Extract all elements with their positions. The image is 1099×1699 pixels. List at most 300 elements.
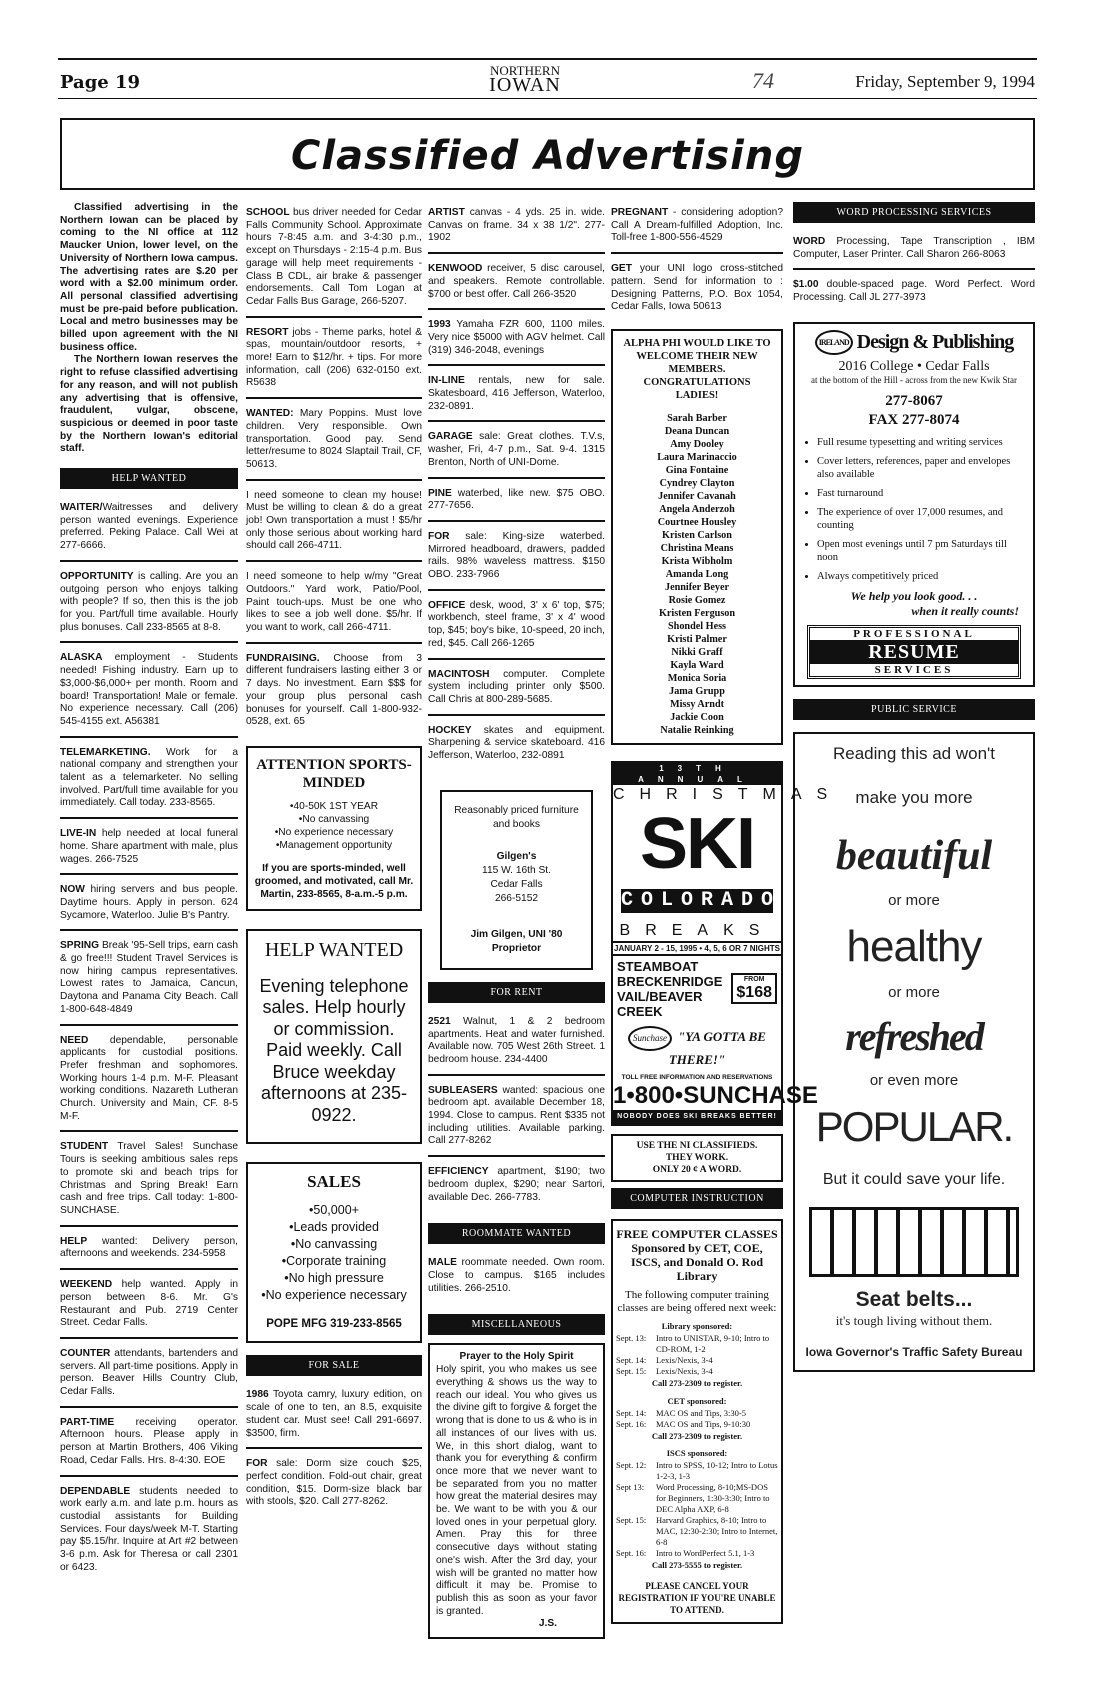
ad-text: help wanted. Apply in person between 8-6. Mr. G's Restaurant and Pub. 2719 Center Street. Cedar Falls. bbox=[60, 1279, 238, 1329]
service-item: • Always competitively priced bbox=[817, 570, 1025, 583]
policy-paragraph: The Northern Iowan reserves the right to refuse classified advertising for any reason, and will not publish any advertising that is offensive, fraudulent, vulgar, obscene, suspicious or deemed in poor taste by the Northern Iowan's editorial staff. bbox=[60, 354, 238, 455]
classified-ad bbox=[246, 322, 422, 400]
dp-address: 2016 College • Cedar Falls bbox=[838, 358, 990, 374]
ad-text: double-spaced page. Word Perfect. Word Processing. Call JL 277-3973 bbox=[793, 279, 1035, 304]
ad-text: roommate needed. Own room. Close to campus. $165 includes utilities. 266-2510. bbox=[428, 1257, 605, 1294]
member-name: Amy Dooley bbox=[670, 438, 724, 450]
ad-line: •No experience necessary bbox=[274, 826, 394, 838]
classified-ad bbox=[611, 258, 783, 321]
classified-ad bbox=[428, 595, 605, 660]
ad-line: •No canvassing bbox=[298, 813, 370, 825]
service-item: • Open most evenings until 7 pm Saturdays till noon bbox=[817, 538, 1025, 564]
member-name: Missy Arndt bbox=[669, 698, 725, 710]
ad-lead: DEPENDABLE bbox=[60, 1485, 131, 1497]
ad-text: Processing, Tape Transcription , IBM Computer, Laser Printer. Call Sharon 266-8063 bbox=[793, 236, 1035, 260]
ad-text: Toyota camry, luxury edition, on scale of one to ten, an 8.5, exquisite student car. Must see! Call 291-6697. $3500, firm. bbox=[246, 1389, 422, 1439]
ad-lead: STUDENT bbox=[60, 1141, 109, 1153]
member-name: Cyndrey Clayton bbox=[659, 477, 735, 489]
member-name: Kristen Carlson bbox=[662, 529, 732, 541]
dp-fax: FAX 277-8074 bbox=[868, 411, 960, 428]
classified-ad bbox=[428, 258, 605, 310]
ad-lead: NOW bbox=[60, 884, 85, 896]
class-row bbox=[616, 1366, 778, 1377]
store-city: Cedar Falls bbox=[490, 878, 543, 890]
ad-text: bus driver needed for Cedar Falls Community School. Approximate hours 7-8:45 a.m. and 3-4:30 p.m., except on Thursdays - 2:15-4 p.m. Bus garage will help meet requirements - Class B CDL, air brake & passenger endorsements. Call Tom Logan at Cedar Falls Bus Garage, 266-5207. bbox=[246, 207, 422, 307]
column-5 bbox=[793, 202, 1035, 1372]
ad-tagline: Reasonably priced furniture and books bbox=[454, 804, 579, 830]
classified-ad bbox=[246, 403, 422, 481]
ad-lead: IN-LINE bbox=[428, 375, 465, 387]
class-date: Sept. 16: bbox=[616, 1548, 647, 1559]
member-name: Deana Duncan bbox=[664, 425, 730, 437]
section-header-roommate-wanted: ROOMMATE WANTED bbox=[428, 1223, 605, 1244]
class-row bbox=[616, 1460, 778, 1482]
ad-text: desk, wood, 3' x 6' top, $75; workbench, steel frame, 3' x 4' wood top, $45; boy's bike, 10-speed, 20 inch, red, $45. Call 266-1265 bbox=[428, 599, 605, 649]
ad-lead: $1.00 bbox=[793, 279, 819, 291]
ski-phone: 1•800•SUNCHASE bbox=[613, 1081, 818, 1109]
class-date: Sept. 14: bbox=[616, 1354, 647, 1365]
promo-line: USE THE NI CLASSIFIEDS. bbox=[636, 1140, 758, 1151]
column-1 bbox=[60, 202, 238, 1585]
sports-minded-ad bbox=[246, 746, 422, 911]
class-row bbox=[616, 1548, 778, 1559]
psa-word-popular: POPULAR. bbox=[815, 1102, 1013, 1150]
ad-title: ATTENTION SPORTS-MINDED bbox=[256, 756, 412, 791]
resort: STEAMBOAT bbox=[617, 958, 699, 974]
ad-line: •No high pressure bbox=[284, 1271, 384, 1286]
classified-ad bbox=[428, 483, 605, 522]
class-row bbox=[616, 1482, 778, 1515]
ad-text: attendants, bartenders and servers. All part-time positions. Apply in person. Beaver Hills Country Club, Cedar Falls. bbox=[60, 1347, 238, 1398]
ad-text: jobs - Theme parks, hotel & spas, mountain/outdoor resorts, + more! Earn to $12/hr. + tips. For more information, call (206) 632-0150 ext. R5638 bbox=[246, 326, 422, 389]
design-publishing-logo bbox=[803, 330, 1025, 355]
class-name: Lexis/Nexis, 3-4 bbox=[656, 1354, 713, 1365]
ad-lead: FUNDRAISING. bbox=[246, 652, 320, 664]
member-name: Christina Means bbox=[660, 542, 734, 554]
ad-text: - considering adoption? Call A Dream-fulfilled Adoption, Inc. Toll-free 1-800-556-4529 bbox=[611, 207, 783, 244]
classified-ad bbox=[60, 497, 238, 562]
logo-line: PROFESSIONAL bbox=[853, 627, 975, 640]
classified-ad bbox=[428, 202, 605, 254]
ad-text: your UNI logo cross-stitched pattern. Send for information to : Designing Patterns, P.O. Box 1054, Cedar Falls, Iowa 50613 bbox=[611, 263, 783, 313]
classified-ad bbox=[60, 1274, 238, 1339]
ad-text: wanted: Delivery person, afternoons and weekends. 234-5958 bbox=[60, 1235, 238, 1260]
class-date: Sept. 15: bbox=[616, 1365, 647, 1376]
ad-lead: SPRING bbox=[60, 940, 100, 952]
ad-text: skates and equipment. Sharpening & service skateboard. 416 Jefferson, Waterloo, 232-0891 bbox=[428, 724, 605, 762]
ad-text: Waitresses and delivery person wanted evenings. Experience preferred. Peking Palace. Call Wei at 277-6666. bbox=[60, 502, 238, 552]
classes-title: FREE COMPUTER CLASSES Sponsored by CET, COE, ISCS, and Donald O. Rod Library bbox=[616, 1226, 778, 1283]
classified-ad bbox=[60, 935, 238, 1025]
sunchase-logo: Sunchase bbox=[628, 1026, 672, 1051]
ad-text: receiving operator. Afternoon hours. Please apply in person at Martin Brothers, 406 Viking Road, Cedar Falls. Hrs. 8-4:30. EOE bbox=[60, 1416, 238, 1466]
member-list bbox=[621, 412, 773, 737]
prayer-title: Prayer to the Holy Spirit bbox=[459, 1351, 574, 1363]
prayer-body: Holy spirit, you who makes us see everything & shows us the way to reach our ideal. You who gives us the divine gift to forgive & forget the wrong that is done to us & who is in all instances of our lives with us. We, in this short dialog, want to thank you for everything & confirm once more that we never want to be separated from you no matter how great the material desires may be. We want to be with you & our loved ones in your perpetual glory. Amen. Pray this for three consecutive days without stating one's wish. After the 3rd day, your wish will be granted no matter how difficult it may be. Promise to publish this as soon as your favor is granted. bbox=[436, 1364, 597, 1617]
classified-ad bbox=[246, 566, 422, 644]
roommate-ads bbox=[428, 1252, 605, 1302]
help-wanted-ads bbox=[246, 202, 422, 736]
ad-text: sale: King-size waterbed. Mirrored headboard, drawers, padded rails. 98% waveless mattress. $150 OBO. 233-7966 bbox=[428, 530, 605, 581]
resort: VAIL/BEAVER CREEK bbox=[617, 988, 703, 1019]
ski-slogan-row bbox=[613, 1022, 781, 1073]
ad-lead: EFFICIENCY bbox=[428, 1166, 489, 1178]
class-schedule bbox=[616, 1321, 778, 1572]
store-name: Gilgen's bbox=[496, 850, 537, 862]
dp-phone: 277-8067 bbox=[885, 392, 943, 409]
classified-ad bbox=[246, 1453, 422, 1516]
class-row bbox=[616, 1333, 778, 1355]
class-date: Sept 13: bbox=[616, 1482, 645, 1493]
store-phone: 266-5152 bbox=[494, 892, 539, 904]
classified-ad bbox=[611, 202, 783, 254]
ad-text: Walnut, 1 & 2 bedroom apartments. Heat and water furnished. Available now. 705 West 26th Street. 1 bedroom house. 234-4400 bbox=[428, 1015, 605, 1065]
service-item: • The experience of over 17,000 resumes, and counting bbox=[817, 506, 1025, 532]
classified-ad bbox=[60, 647, 238, 737]
sales-ad bbox=[246, 1162, 422, 1343]
psa-line: But it could save your life. bbox=[822, 1170, 1006, 1188]
alpha-heading: ALPHA PHI WOULD LIKE TO WELCOME THEIR NEW MEMBERS. CONGRATULATIONS LADIES! bbox=[623, 337, 771, 401]
ad-text: Mary Poppins. Must love children. Very responsible. Own transportation. Good pay. Send letter/resume to 8024 Slaptail Trail, CF, 50613. bbox=[246, 408, 422, 470]
classified-ad bbox=[428, 314, 605, 366]
class-group-heading: ISCS sponsored: bbox=[666, 1448, 728, 1459]
ad-lead: NEED bbox=[60, 1034, 89, 1046]
classified-ad bbox=[428, 720, 605, 770]
ad-text: sale: Dorm size couch $25, perfect condition. Fold-out chair, great condition, $15. Dorm-size black bar with stools, $20. Call 277-8262. bbox=[246, 1458, 422, 1508]
member-name: Laura Marinaccio bbox=[657, 451, 737, 463]
resort: BRECKENRIDGE bbox=[617, 973, 723, 989]
member-name: Monica Soria bbox=[667, 672, 727, 684]
ad-title: HELP WANTED bbox=[264, 938, 404, 961]
member-name: Kayla Ward bbox=[670, 659, 724, 671]
class-name: Word Processing, 8-10;MS-DOS for Beginners, 1:30-3:30; Intro to DEC Alpha AXP, 6-8 bbox=[656, 1482, 770, 1515]
section-header-miscellaneous: MISCELLANEOUS bbox=[428, 1314, 605, 1335]
ski-christmas: CHRISTMAS bbox=[613, 785, 843, 803]
psa-headline: Seat belts... bbox=[855, 1287, 973, 1311]
store-owner: Jim Gilgen, UNI '80 bbox=[470, 928, 563, 940]
ad-lead: PART-TIME bbox=[60, 1416, 115, 1428]
classified-ad bbox=[60, 1030, 238, 1133]
ad-lead: OFFICE bbox=[428, 599, 466, 611]
classes-footer: PLEASE CANCEL YOUR REGISTRATION IF YOU'RE UNABLE TO ATTEND. bbox=[618, 1581, 776, 1616]
psa-line: or more bbox=[888, 983, 940, 1001]
class-group-heading: CET sponsored: bbox=[667, 1395, 727, 1406]
ad-text: Yamaha FZR 600, 1100 miles. Very nice $5000 with AGV helmet. Call (319) 346-2048, evenings bbox=[428, 319, 605, 356]
ad-text: Travel Sales! Sunchase Tours is seeking ambitious sales reps to promote ski and beach trips for Christmas and Spring Break! Earn cash and free trips. Call today: 1-800-SUNCHASE. bbox=[60, 1141, 238, 1216]
member-name: Jennifer Beyer bbox=[664, 581, 730, 593]
ad-lead: WEEKEND bbox=[60, 1279, 113, 1291]
seat-belt-buckle-image bbox=[809, 1207, 1019, 1277]
ad-body: Evening telephone sales. Help hourly or commission. Paid weekly. Call Bruce weekday afternoons at 235-0922. bbox=[259, 975, 409, 1125]
ad-lead: SCHOOL bbox=[246, 207, 290, 218]
ad-lead: ALASKA bbox=[60, 652, 103, 664]
ad-title: SALES bbox=[307, 1172, 361, 1192]
dp-tagline: when it really counts! bbox=[911, 603, 1019, 618]
class-date: Sept. 13: bbox=[616, 1332, 647, 1343]
ni-classifieds-promo bbox=[611, 1134, 783, 1182]
ad-lead: HELP bbox=[60, 1235, 88, 1247]
member-name: Rosie Gomez bbox=[668, 594, 726, 606]
ad-lines bbox=[254, 1202, 414, 1304]
ad-text: sale: Great clothes. T.V.s, washer, Fri, 4-7 p.m., Sat. 9-4. 1315 Brenton, North of UNI-Dome. bbox=[428, 431, 605, 468]
classified-ad bbox=[60, 1231, 238, 1270]
section-header-for-sale: FOR SALE bbox=[246, 1355, 422, 1376]
member-name: Kristen Ferguson bbox=[658, 607, 736, 619]
for-sale-ads bbox=[428, 202, 605, 770]
ad-lead: LIVE-IN bbox=[60, 828, 97, 840]
ad-lead: WORD bbox=[793, 236, 826, 247]
ski-slogan: "YA GOTTA BE THERE!" bbox=[668, 1028, 766, 1067]
logo-text: Design & Publishing bbox=[856, 330, 1014, 353]
class-name: MAC OS and Tips, 9-10:30 bbox=[656, 1418, 751, 1429]
ad-text: employment - Students needed! Fishing industry. Earn up to $3,000-$6,000+ per month. Room and board! Transportation! Male or female. No experience necessary. Call (206) 545-4155 ext. A56381 bbox=[60, 652, 238, 727]
ad-lead: FOR bbox=[428, 530, 450, 542]
header-rule-bottom bbox=[58, 98, 1037, 99]
price-from: FROM bbox=[743, 976, 765, 984]
prayer-ad bbox=[428, 1343, 605, 1639]
ad-text: Break '95-Sell trips, earn cash & go free!!! Student Travel Services is now hiring campus representatives. Lowest rates to Jamaica, Cancun, Daytona and Panama City Beach. Call 1-800-648-4849 bbox=[60, 940, 238, 1015]
classified-ad bbox=[60, 742, 238, 820]
personal-ads bbox=[611, 202, 783, 321]
dp-tagline: We help you look good. . . bbox=[850, 588, 978, 603]
ad-line: •50,000+ bbox=[309, 1203, 359, 1218]
ad-text: I need someone to clean my house! Must be willing to clean & do a great job! Own transportation a must ! $5/hr only those serious about working hard should call 266-4711. bbox=[246, 489, 422, 552]
for-rent-ads bbox=[428, 1011, 605, 1211]
ski-annual: 13TH ANNUAL bbox=[613, 763, 781, 785]
classes-intro: The following computer training classes are being offered next week: bbox=[617, 1288, 777, 1314]
psa-subline: it's tough living without them. bbox=[835, 1312, 993, 1328]
ad-text: help needed at local funeral home. Share apartment with male, plus wages. 266-7525 bbox=[60, 828, 238, 865]
class-date: Sept. 15: bbox=[616, 1515, 647, 1526]
member-name: Shondel Hess bbox=[667, 620, 727, 632]
policy-paragraph: Classified advertising in the Northern Iowan can be placed by coming to the NI office at 112 Maucker Union, lower level, on the University of Northern Iowa campus. The advertising rates are $.20 per word with a $2.00 minimum order. All personal classified advertising must be pre-paid before publication. Local and metro businesses may be billed upon agreement with the NI business office. bbox=[60, 202, 238, 353]
ad-text: waterbed, like new. $75 OBO. 277-7656. bbox=[428, 487, 605, 512]
classified-ad bbox=[428, 1161, 605, 1211]
column-3 bbox=[428, 202, 605, 1649]
classified-ad bbox=[793, 274, 1035, 311]
classified-ad bbox=[428, 426, 605, 478]
ad-lead: ARTIST bbox=[428, 207, 465, 218]
psa-word-healthy: healthy bbox=[846, 921, 982, 971]
telephone-sales-ad bbox=[246, 929, 422, 1145]
computer-classes-ad bbox=[611, 1219, 783, 1624]
masthead bbox=[470, 63, 580, 96]
ad-lead: SUBLEASERS bbox=[428, 1084, 498, 1096]
ski-price bbox=[731, 973, 777, 1004]
classified-ad bbox=[246, 202, 422, 318]
ad-lead: PINE bbox=[428, 487, 452, 499]
ad-lead: WAITER/ bbox=[60, 502, 103, 514]
ad-line: •40-50K 1ST YEAR bbox=[289, 800, 379, 812]
member-name: Jackie Coon bbox=[670, 711, 724, 723]
psa-sponsor: Iowa Governor's Traffic Safety Bureau bbox=[805, 1344, 1023, 1359]
seat-belt-psa bbox=[793, 732, 1035, 1372]
ad-text: apartment, $190; two bedroom duplex, $290; near Sartori, available Dec. 266-7783. bbox=[428, 1166, 605, 1203]
ski-breaks: BREAKS bbox=[619, 921, 775, 939]
ski-footer: NOBODY DOES SKI BREAKS BETTER! bbox=[613, 1110, 781, 1124]
ad-lead: WANTED: bbox=[246, 408, 294, 420]
ski-tollfree: TOLL FREE INFORMATION AND RESERVATIONS bbox=[621, 1073, 773, 1081]
ad-lead: FOR bbox=[246, 1458, 268, 1470]
class-register: Call 273-2309 to register. bbox=[651, 1377, 743, 1388]
header-rule bbox=[58, 58, 1037, 60]
member-name: Nikki Graff bbox=[671, 646, 723, 658]
section-title: Classified Advertising bbox=[291, 133, 804, 179]
classified-ad bbox=[428, 664, 605, 716]
class-date: Sept. 16: bbox=[616, 1418, 647, 1429]
gilgens-ad bbox=[440, 790, 593, 970]
classified-ad bbox=[246, 1384, 422, 1449]
help-wanted-ads bbox=[60, 497, 238, 1581]
ad-text: hiring servers and bus people. Daytime hours. Apply in person. 624 Sycamore, Waterloo. Julie B's Pantry. bbox=[60, 884, 238, 921]
section-header-computer-instruction: COMPUTER INSTRUCTION bbox=[611, 1188, 783, 1209]
ad-line: •No canvassing bbox=[290, 1237, 378, 1252]
classified-ad bbox=[428, 1080, 605, 1158]
member-name: Krista Wibholm bbox=[661, 555, 733, 567]
class-name: Intro to UNISTAR, 9-10; Intro to CD-ROM, 1-2 bbox=[656, 1332, 770, 1354]
psa-line: or more bbox=[888, 891, 940, 909]
ad-text: receiver, 5 disc carousel, and speakers. Remote controllable. $700 or best offer. Call 266-3520 bbox=[428, 263, 605, 300]
service-item: • Cover letters, references, paper and envelopes also available bbox=[817, 455, 1025, 481]
ad-lead: HOCKEY bbox=[428, 724, 472, 736]
classified-ad bbox=[60, 1136, 238, 1226]
section-header-help-wanted: HELP WANTED bbox=[60, 468, 238, 489]
ad-text: dependable, personable applicants for custodial positions. Prefer freshman and sophomores. Working hours 1-4 p.m. M-F. Pleasant working conditions. Nazareth Lutheran Church. University and Main, CF. 8-5 M-F. bbox=[60, 1034, 238, 1122]
ad-text: rentals, new for sale. Skatesboard, 416 Jefferson, Waterloo, 232-0891. bbox=[428, 375, 605, 412]
ad-line: •Leads provided bbox=[289, 1220, 379, 1235]
class-name: Harvard Graphics, 8-10; Intro to MAC, 12:30-2:30; Intro to Internet, 6-8 bbox=[656, 1515, 778, 1548]
promo-line: ONLY 20 ¢ A WORD. bbox=[652, 1164, 742, 1175]
logo-line: SERVICES bbox=[874, 663, 954, 676]
ad-text: canvas - 4 yds. 25 in. wide. Canvas on frame. 34 x 38 1/2". 277-1902 bbox=[428, 207, 605, 244]
masthead-bottom: IOWAN bbox=[489, 74, 561, 96]
psa-line: or even more bbox=[869, 1071, 959, 1089]
class-date: Sept. 14: bbox=[616, 1407, 647, 1418]
class-date: Sept. 12: bbox=[616, 1460, 647, 1471]
owner-role: Proprietor bbox=[491, 942, 542, 954]
dp-location: at the bottom of the Hill - across from the new Kwik Star bbox=[811, 374, 1017, 385]
psa-word-refreshed: refreshed bbox=[845, 1013, 983, 1059]
member-name: Angela Anderzoh bbox=[659, 503, 735, 515]
ad-contact: POPE MFG 319-233-8565 bbox=[266, 1318, 402, 1331]
class-row bbox=[616, 1355, 778, 1366]
design-publishing-ad bbox=[793, 322, 1035, 687]
ad-cta: If you are sports-minded, well groomed, and motivated, call Mr. Martin, 233-8565, 8-a.m.-5 p.m. bbox=[254, 862, 414, 900]
alpha-phi-ad bbox=[611, 329, 783, 745]
issue-date: Friday, September 9, 1994 bbox=[855, 72, 1035, 91]
ad-lead: GARAGE bbox=[428, 431, 473, 443]
classified-ad bbox=[60, 1343, 238, 1408]
service-item: • Full resume typesetting and writing services bbox=[817, 436, 1025, 449]
prayer-signature: J.S. bbox=[538, 1618, 557, 1630]
ad-text: Work for a national company and strengthen your talent as a telemarketer. No selling involved. Part/full time available for you immediately. Call today. 233-8565. bbox=[60, 746, 238, 809]
class-register: Call 273-2309 to register. bbox=[651, 1430, 743, 1441]
class-name: Intro to SPSS, 10-12; Intro to Lotus 1-2-3, 1-3 bbox=[656, 1460, 778, 1482]
price-value: $168 bbox=[736, 984, 772, 1002]
ski-colorado: COLORADO bbox=[619, 887, 775, 915]
word-processing-ads bbox=[793, 231, 1035, 312]
ireland-logo-mark: IRELAND bbox=[815, 330, 853, 355]
member-name: Natalie Reinking bbox=[660, 724, 734, 736]
section-header-word-processing: WORD PROCESSING SERVICES bbox=[793, 202, 1035, 223]
ad-lead: PREGNANT bbox=[611, 207, 669, 218]
class-row bbox=[616, 1515, 778, 1548]
for-sale-ads bbox=[246, 1384, 422, 1516]
masthead-top: NORTHERN bbox=[490, 63, 560, 78]
ski-dates: JANUARY 2 - 15, 1995 • 4, 5, 6 OR 7 NIGHTS bbox=[613, 941, 781, 956]
promo-line: THEY WORK. bbox=[665, 1152, 729, 1163]
classified-ad bbox=[246, 485, 422, 563]
professional-resume-services-logo bbox=[807, 625, 1021, 679]
ad-lead: MALE bbox=[428, 1257, 457, 1269]
page-number: Page 19 bbox=[60, 72, 141, 93]
ad-line: •No experience necessary bbox=[261, 1288, 407, 1303]
classified-ad bbox=[793, 231, 1035, 270]
classified-ad bbox=[246, 648, 422, 736]
classified-ad bbox=[60, 1412, 238, 1477]
classified-ad bbox=[428, 526, 605, 591]
section-header-for-rent: FOR RENT bbox=[428, 982, 605, 1003]
member-name: Gina Fontaine bbox=[665, 464, 729, 476]
ad-lines bbox=[254, 800, 414, 852]
ad-text: wanted: spacious one bedroom apt. available December 18, 1994. Close to campus. Rent $335 not including utilities. Available parking. Call 277-8262 bbox=[428, 1084, 605, 1147]
ad-lead: OPPORTUNITY bbox=[60, 570, 134, 582]
classified-ad bbox=[60, 1481, 238, 1582]
ad-lead: 1986 bbox=[246, 1389, 269, 1401]
service-item: • Fast turnaround bbox=[817, 487, 1025, 500]
member-name: Amanda Long bbox=[665, 568, 729, 580]
handwritten-mark: 74 bbox=[752, 68, 774, 93]
member-name: Sarah Barber bbox=[667, 412, 727, 424]
ad-text: I need someone to help w/my "Great Outdoors." Yard work, Patio/Pool, Paint touch-ups. Must be one who likes to see a job well done. $5/hr. If you want to work, call 266-4711. bbox=[246, 571, 422, 633]
classified-ad bbox=[60, 566, 238, 644]
ski-resorts bbox=[613, 956, 781, 1022]
classified-ad bbox=[428, 1252, 605, 1302]
classified-ad bbox=[60, 879, 238, 931]
ad-lead: TELEMARKETING. bbox=[60, 746, 151, 758]
section-title-box bbox=[60, 118, 1035, 190]
class-register: Call 273-5555 to register. bbox=[651, 1560, 743, 1571]
ad-lead: MACINTOSH bbox=[428, 668, 490, 680]
psa-line: Reading this ad won't bbox=[832, 743, 995, 763]
ad-line: •Corporate training bbox=[281, 1254, 387, 1269]
ad-text: Choose from 3 different fundraisers lasting either 3 or 7 days. No investment. Earn $$$ for your group plus personal cash bonuses for yourself. Call 1-800-932-0528, ext. 65 bbox=[246, 652, 422, 728]
class-row bbox=[616, 1408, 778, 1419]
ad-lead: GET bbox=[611, 263, 632, 275]
store-street: 115 W. 16th St. bbox=[482, 864, 551, 876]
ad-text: students needed to work early a.m. and late p.m. hours as custodial assistants for Building Services. Four days/week M-T. Starting pay $5.15/hr. Inquire at Art #2 between 3-6 p.m. Ask for Theresa or call 2301 or 6423. bbox=[60, 1485, 238, 1573]
classified-ad bbox=[428, 1011, 605, 1076]
member-name: Courtnee Housley bbox=[657, 516, 737, 528]
column-2 bbox=[246, 202, 422, 1520]
ad-text: computer. Complete system including printer only $500. Call Chris at 800-289-5685. bbox=[428, 668, 605, 705]
ad-line: •Management opportunity bbox=[275, 839, 393, 851]
member-name: Kristi Palmer bbox=[667, 633, 727, 645]
psa-line: make you more bbox=[855, 787, 973, 807]
ad-lead: COUNTER bbox=[60, 1347, 111, 1359]
ad-lead: KENWOOD bbox=[428, 263, 483, 275]
member-name: Jama Grupp bbox=[669, 685, 725, 697]
ad-lead: 2521 bbox=[428, 1015, 451, 1027]
ad-lead: RESORT bbox=[246, 326, 289, 338]
class-row bbox=[616, 1419, 778, 1430]
logo-line: RESUME bbox=[810, 640, 1018, 664]
section-header-public-service: PUBLIC SERVICE bbox=[793, 699, 1035, 720]
class-name: MAC OS and Tips, 3:30-5 bbox=[656, 1407, 746, 1418]
dp-services bbox=[817, 436, 1025, 583]
classified-ad bbox=[60, 823, 238, 875]
resort-list bbox=[617, 959, 727, 1019]
